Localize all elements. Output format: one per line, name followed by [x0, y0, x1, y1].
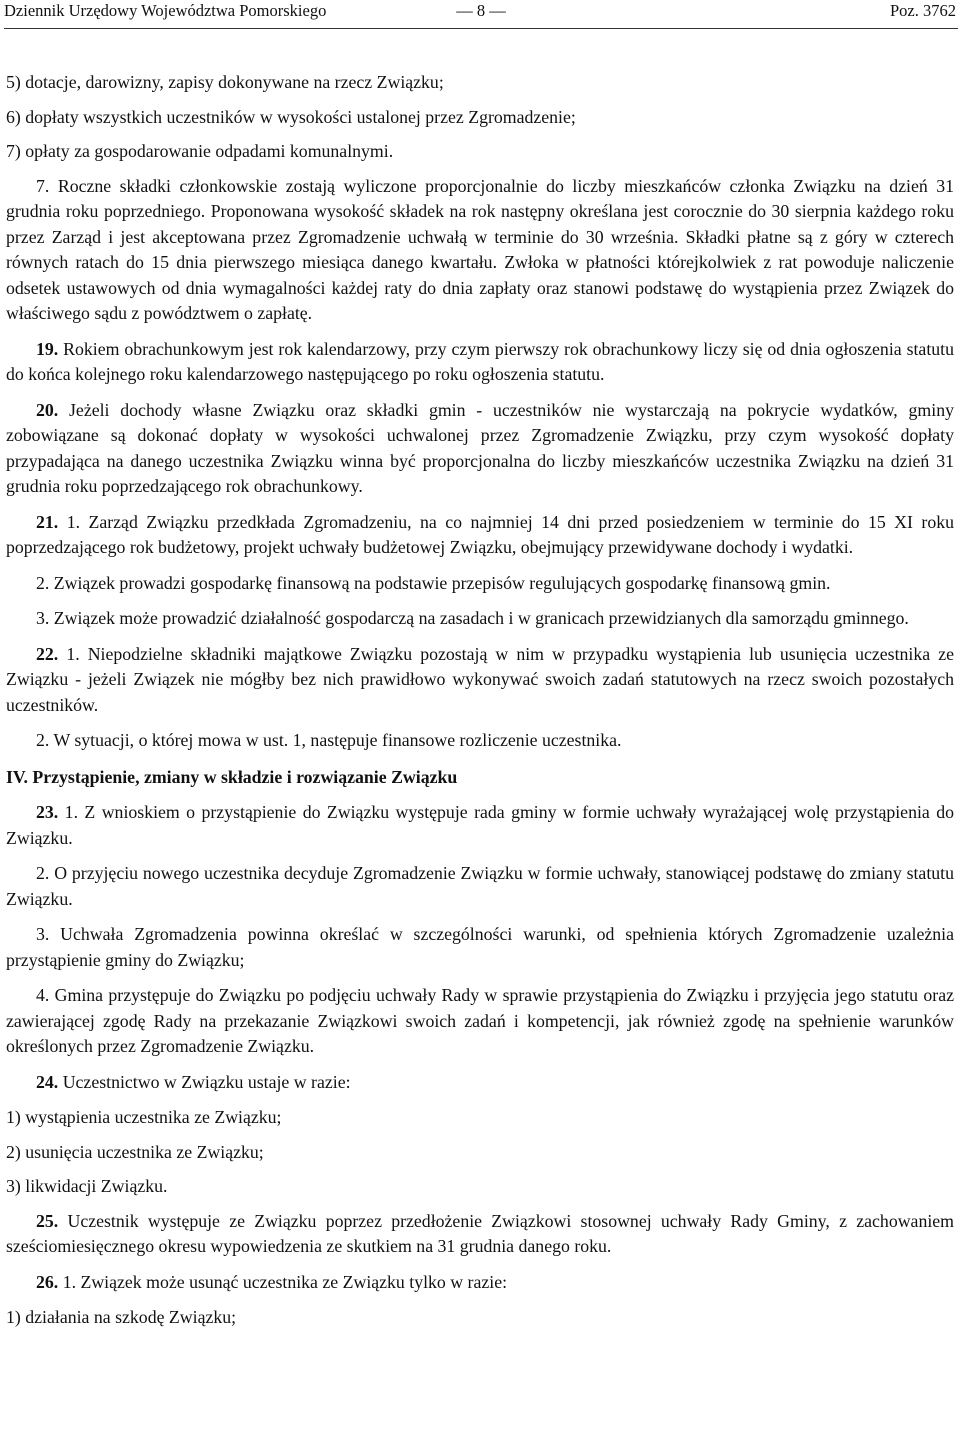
page-header: [4, 0, 958, 29]
section-22: [6, 642, 954, 719]
list-item: 1) wystąpienia uczestnika ze Związku;: [6, 1107, 282, 1127]
section-21: [6, 510, 954, 561]
revenue-list: [6, 70, 954, 165]
page-number: — 8 —: [456, 1, 506, 20]
section-text: 1. Związek może usunąć uczestnika ze Związku tylko w razie:: [62, 1271, 508, 1292]
section-number: 20.: [36, 399, 59, 420]
list-item: 5) dotacje, darowizny, zapisy dokonywane na rzecz Związku;: [6, 72, 444, 92]
section-19: [6, 337, 954, 388]
paragraph-7: [6, 174, 954, 327]
section-text: Uczestnik występuje ze Związku poprzez przedłożenie Związkowi stosownej uchwały Rady Gminy, z zachowaniem sześciomiesięcznego okresu wypowiedzenia ze skutkiem na 31 grudnia danego roku.: [6, 1210, 954, 1256]
section-25: [6, 1209, 954, 1260]
section-24: [6, 1070, 954, 1096]
section-number: 25.: [36, 1210, 59, 1231]
section-number: 19.: [36, 338, 59, 359]
list-item: 1) działania na szkodę Związku;: [6, 1307, 237, 1327]
chapter-heading: IV. Przystąpienie, zmiany w składzie i rozwiązanie Związku: [6, 766, 458, 787]
section-23-point-3: 3. Uchwała Zgromadzenia powinna określać w szczególności warunki, od spełnienia których Zgromadzenie uzależnia przystąpienie gminy do Związku;: [6, 924, 954, 970]
section-text: 1. Z wnioskiem o przystąpienie do Związku występuje rada gminy w formie uchwały wyrażającej wolę przystąpienia do Związku.: [6, 802, 955, 848]
section-number: 21.: [36, 511, 59, 532]
list-item: 3) likwidacji Związku.: [6, 1176, 168, 1196]
section-23-point-2: 2. O przyjęciu nowego uczestnika decyduje Zgromadzenie Związku w formie uchwały, stanowiącej podstawę do zmiany statutu Związku.: [6, 863, 954, 909]
section-text: Jeżeli dochody własne Związku oraz składki gmin - uczestników nie wystarczają na pokrycie wydatków, gminy zobowiązane są dokonać dopłaty w wysokości uchwalonej przez Zgromadzenie Związku, przy czym wysokość dopłaty przypadająca na danego uczestnika Związku winna być proporcjonalna do liczby mieszkańców uczestnika Związku na dzień 31 grudnia roku poprzedzającego rok obrachunkowy.: [6, 399, 954, 496]
section-21-point-3: 3. Związek może prowadzić działalność gospodarczą na zasadach i w granicach przewidzianych dla samorządu gminnego.: [36, 608, 909, 628]
section-text: Uczestnictwo w Związku ustaje w razie:: [62, 1071, 351, 1092]
section-22-point-2: 2. W sytuacji, o której mowa w ust. 1, następuje finansowe rozliczenie uczestnika.: [36, 730, 622, 750]
removal-list: [6, 1305, 954, 1331]
section-number: 22.: [36, 643, 59, 664]
section-23: [6, 800, 954, 851]
section-23-point-4: 4. Gmina przystępuje do Związku po podjęciu uchwały Rady w sprawie przystąpienia do Związku i przyjęcia jego statutu oraz zawierającej zgodę Rady na przekazanie Związkowi swoich zadań i kompetencji, jak również zgodę na spełnienie warunków określonych przez Zgromadzenie Związku.: [6, 985, 954, 1056]
section-number: 23.: [36, 802, 59, 822]
document-body: [6, 70, 954, 1340]
termination-list: [6, 1105, 954, 1200]
paragraph-text: Roczne składki członkowskie zostają wyliczone proporcjonalnie do liczby mieszkańców członka Związku na dzień 31 grudnia roku poprzedniego. Proponowana wysokość składek na rok następny określana jest corocznie do 30 sierpnia każdego roku przez Zarząd i jest akceptowana przez Zgromadzenie uchwałą w terminie do 30 września. Składki płatne są z góry w czterech równych ratach do 15 dnia pierwszego miesiąca danego kwartału. Zwłoka w płatności którejkolwiek z rat powoduje naliczenie odsetek ustawowych od dnia wymagalności każdej raty do dnia zapłaty oraz stanowi podstawę do wystąpienia przez Związek do właściwego sądu z powództwem o zapłatę.: [6, 175, 954, 323]
position-number: Poz. 3762: [890, 1, 956, 20]
paragraph-number: 7.: [36, 175, 50, 196]
section-21-point-2: 2. Związek prowadzi gospodarkę finansową na podstawie przepisów regulujących gospodarkę finansową gmin.: [36, 572, 831, 593]
list-item: 6) dopłaty wszystkich uczestników w wysokości ustalonej przez Zgromadzenie;: [6, 106, 576, 127]
list-item: 7) opłaty za gospodarowanie odpadami komunalnymi.: [6, 141, 394, 161]
section-text: Rokiem obrachunkowym jest rok kalendarzowy, przy czym pierwszy rok obrachunkowy liczy się od dnia ogłoszenia statutu do końca kolejnego roku kalendarzowego następującego po roku ogłoszenia statutu.: [6, 338, 954, 384]
journal-title: Dziennik Urzędowy Województwa Pomorskiego: [4, 1, 327, 20]
section-text: 1. Niepodzielne składniki majątkowe Związku pozostają w nim w przypadku wystąpienia lub usunięcia uczestnika ze Związku - jeżeli Związek nie mógłby bez nich prawidłowo wykonywać swoich zadań statutowych na rzecz swoich pozostałych uczestników.: [6, 643, 954, 715]
section-26: [6, 1270, 954, 1296]
section-number: 26.: [36, 1271, 59, 1292]
section-number: 24.: [36, 1071, 59, 1092]
section-20: [6, 398, 954, 500]
list-item: 2) usunięcia uczestnika ze Związku;: [6, 1141, 264, 1162]
section-text: 1. Zarząd Związku przedkłada Zgromadzeniu, na co najmniej 14 dni przed posiedzeniem w terminie do 15 XI roku poprzedzającego rok budżetowy, projekt uchwały budżetowej Związku, obejmujący przewidywane dochody i wydatki.: [6, 511, 954, 557]
